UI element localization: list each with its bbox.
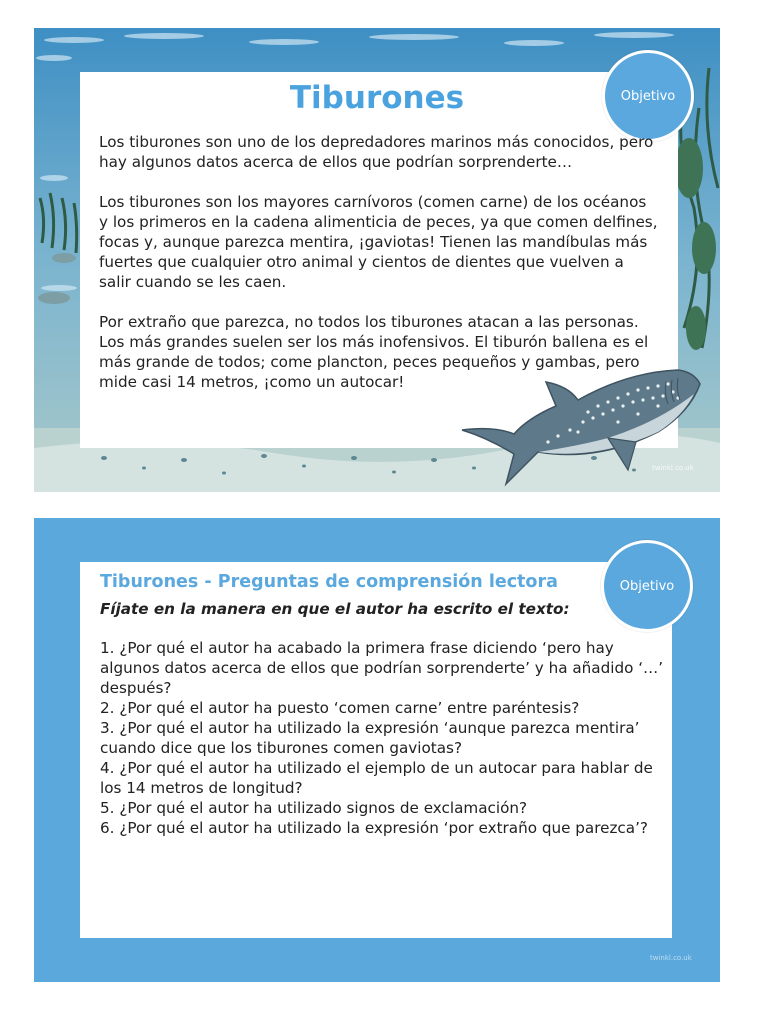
objective-badge[interactable]: Objetivo: [601, 540, 693, 632]
question-item: 3. ¿Por qué el autor ha utilizado la expresión ‘aunque parezca mentira’ cuando dice que los tiburones comen gaviotas?: [100, 719, 640, 757]
questions-title: [100, 572, 558, 592]
question-item: 1. ¿Por qué el autor ha acabado la primera frase diciendo ‘pero hay algunos datos acerca de ellos que podrían sorprenderte’ y ha añadido ‘…’ después?: [100, 639, 664, 697]
twinkl-logo: twinkl.co.uk: [650, 954, 692, 962]
paragraph-intro: Los tiburones son uno de los depredadores marinos más conocidos, pero hay algunos datos acerca de ellos que podrían sorprenderte…: [99, 133, 654, 171]
paragraph-carnivores: Los tiburones son los mayores carnívoros (comen carne) de los océanos y los primeros en la cadena alimenticia de peces, ya que comen delfines, focas y, aunque parezca mentira, ¡gaviotas! Tienen las mandíbulas más fuertes que cualquier otro animal y cientos de dientes que vuelven a salir cuando se les caen.: [99, 193, 658, 291]
slide-preguntas: [34, 518, 720, 982]
objective-badge[interactable]: Objetivo: [602, 50, 694, 142]
question-item: 5. ¿Por qué el autor ha utilizado signos de exclamación?: [100, 799, 528, 817]
instruction-text: Fíjate en la manera en que el autor ha escrito el texto:: [100, 600, 570, 618]
paragraph-whale-shark: Por extraño que parezca, no todos los tiburones atacan a las personas. Los más grandes suelen ser los más inofensivos. El tiburón ballena es el más grande de todos; come plancton, peces pequeños y gambas, pero mide casi 14 metros, ¡como un autocar!: [99, 313, 649, 391]
question-item: 2. ¿Por qué el autor ha puesto ‘comen carne’ entre paréntesis?: [100, 699, 580, 717]
questions-title-bold: Tiburones: [100, 572, 199, 592]
question-list: [100, 638, 670, 838]
slide-tiburones: [34, 28, 720, 492]
question-item: 6. ¿Por qué el autor ha utilizado la expresión ‘por extraño que parezca’?: [100, 819, 648, 837]
twinkl-logo: twinkl.co.uk: [652, 464, 694, 472]
questions-title-rest: - Preguntas de comprensión lectora: [198, 572, 558, 592]
question-item: 4. ¿Por qué el autor ha utilizado el ejemplo de un autocar para hablar de los 14 metros de longitud?: [100, 759, 653, 797]
page-title: Tiburones: [289, 80, 465, 116]
